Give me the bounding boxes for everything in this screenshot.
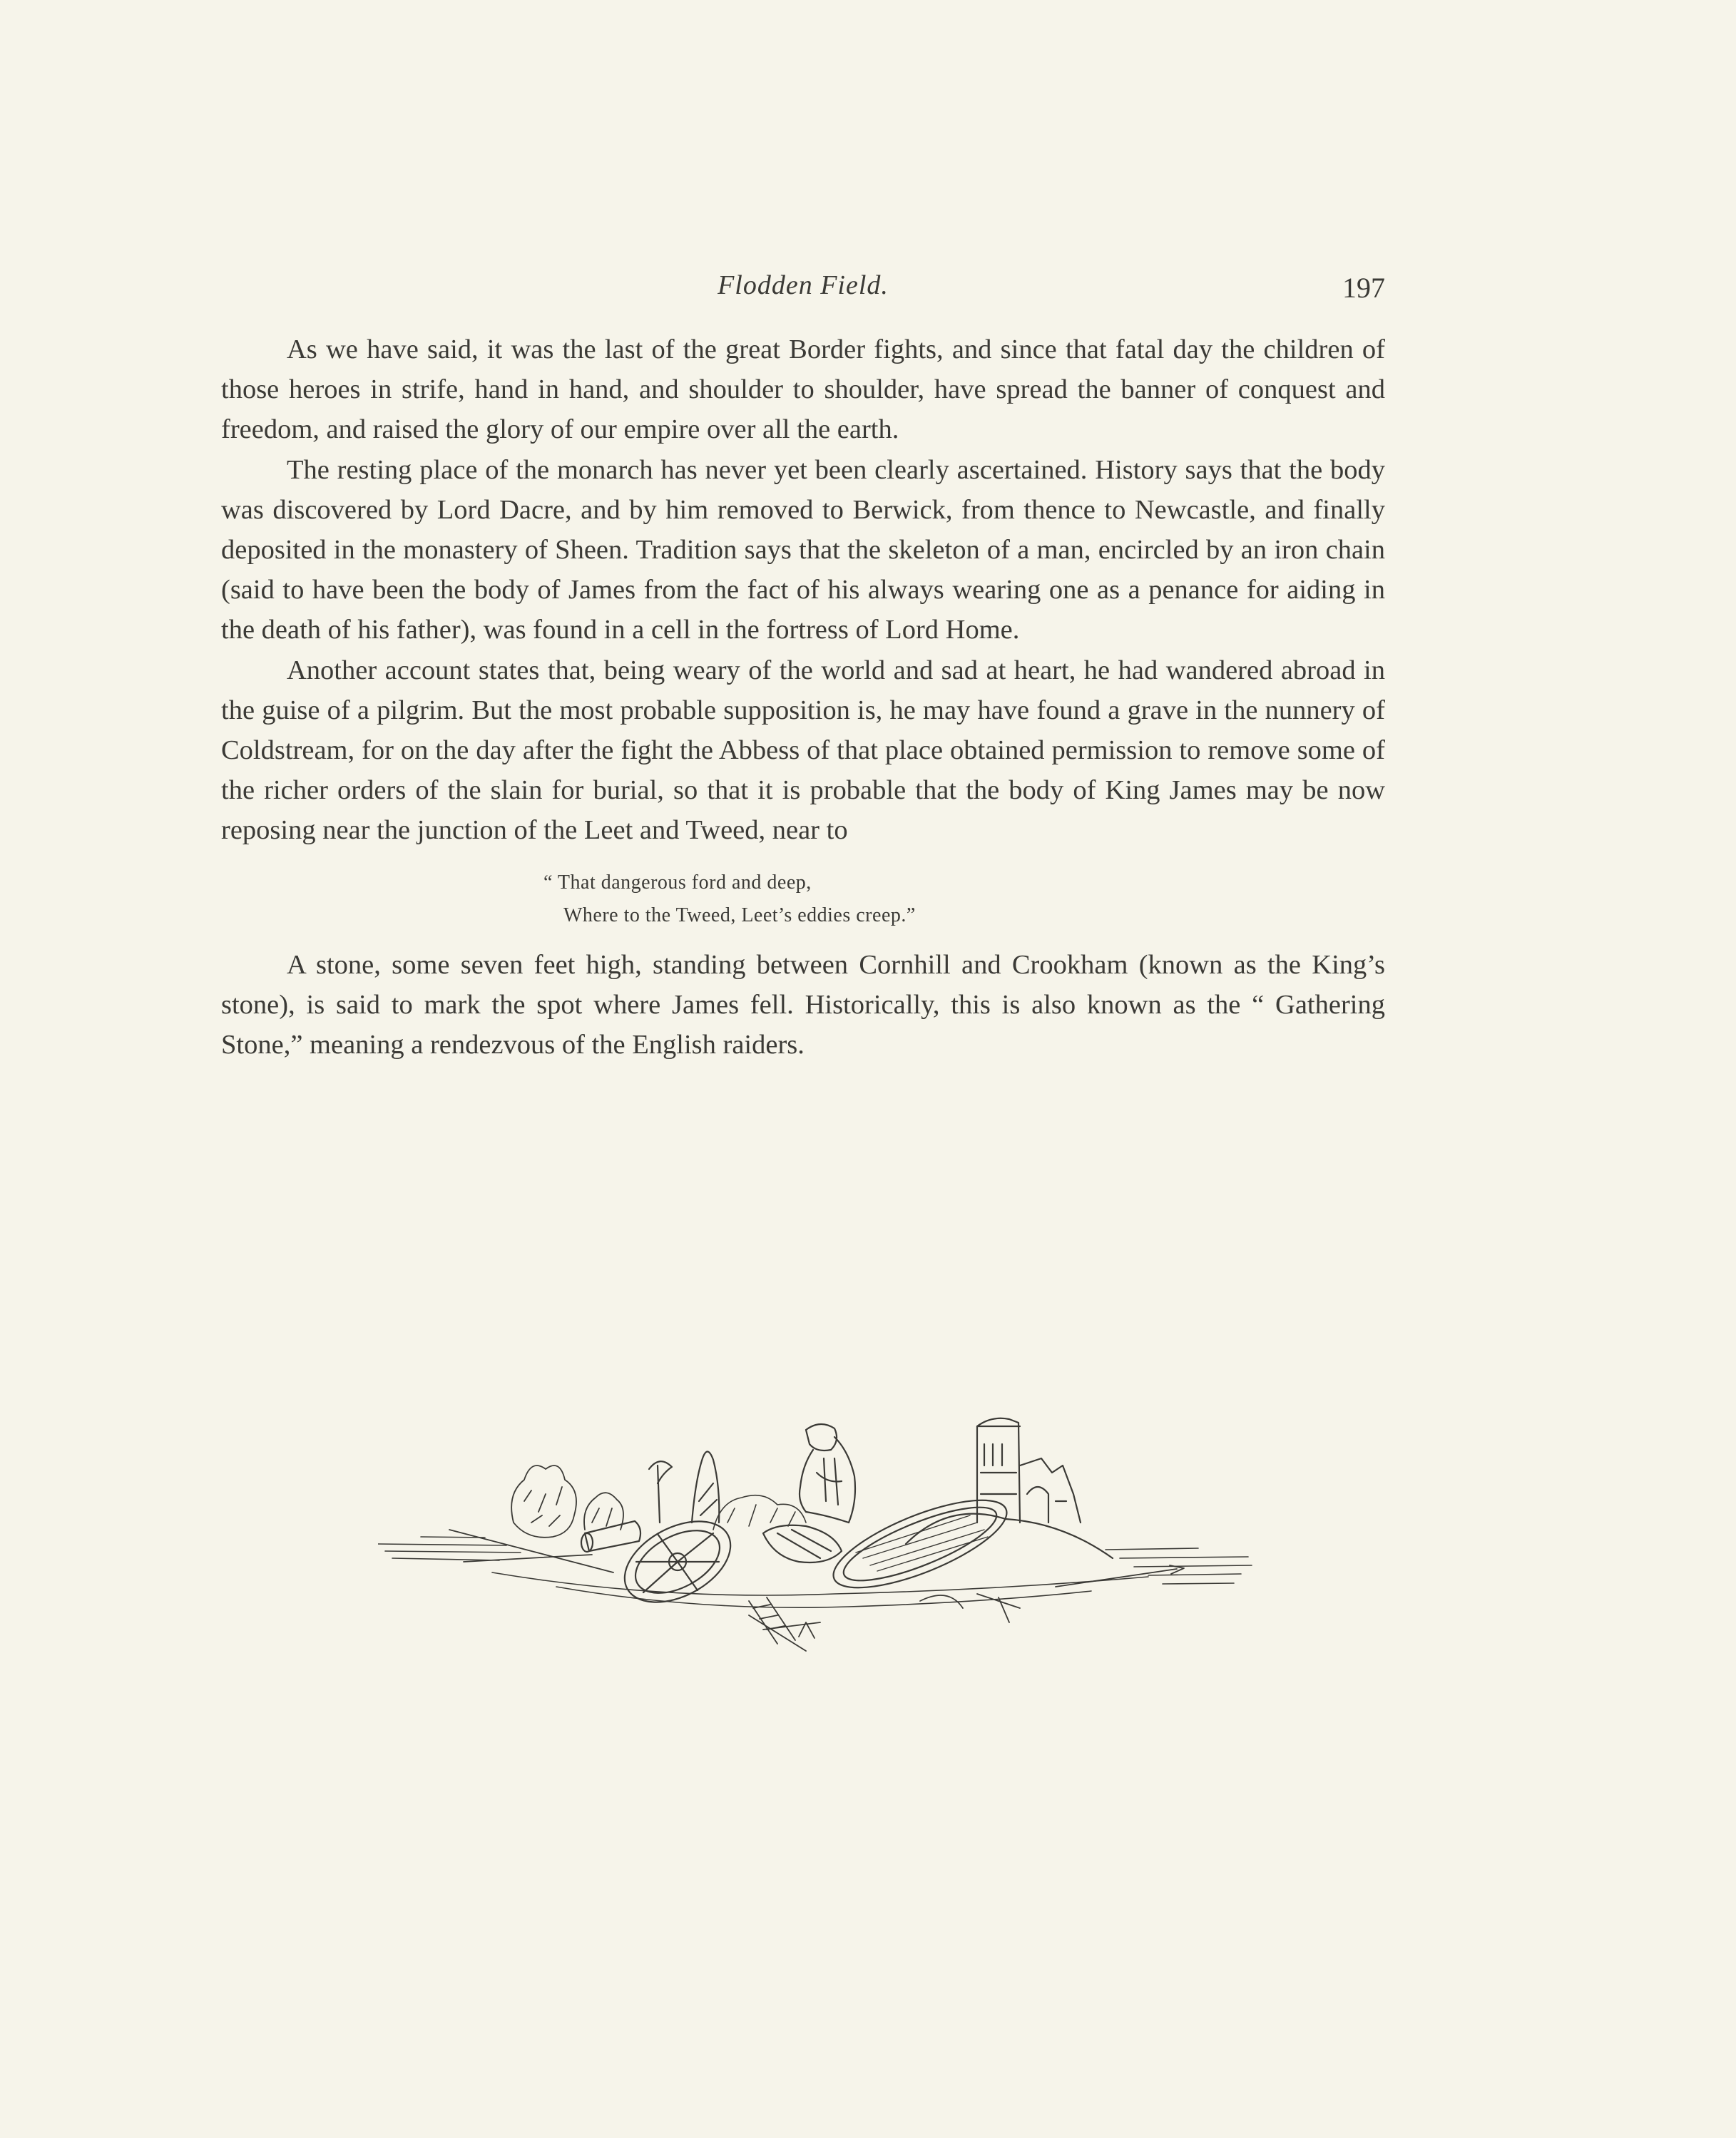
body-text: [221, 329, 1385, 1065]
paragraph-2: The resting place of the monarch has never yet been clearly ascertained. History says that the body was discovered by Lord Dacre, and by him removed to Berwick, from thence to Newcastle, and finally deposited in the monastery of Sheen. Tradition says that the skeleton of a man, encircled by an iron chain (said to have been the body of James from the fact of his always wearing one as a penance for aiding in the death of his father), was found in a cell in the fortress of Lord Home.: [221, 454, 1385, 645]
bushes-left-icon: [511, 1466, 623, 1538]
mound-icon: [906, 1514, 1113, 1558]
verse-line-2: Where to the Tweed, Leet’s eddies creep.”: [563, 904, 916, 926]
weapons-spears-icon: [449, 1530, 1184, 1651]
drum-icon: [763, 1525, 842, 1562]
ground-hatching: [378, 1537, 1252, 1607]
running-head: [221, 270, 1385, 312]
standard-flag-icon: [649, 1461, 672, 1523]
paragraph-3: Another account states that, being weary of the world and sad at heart, he had wandered abroad in the guise of a pilgrim. But the most probable supposition is, he may have found a grave in the nunnery of Coldstream, for on the day after the fight the Abbess of that place obtained permission to remove some of the richer orders of the slain for burial, so that it is probable that the body of King James may be now reposing near the junction of the Leet and Tweed, near to: [221, 655, 1385, 846]
verse-quotation: [221, 866, 1385, 932]
running-title: Flodden Field.: [718, 270, 889, 300]
page-number: 197: [1342, 272, 1385, 304]
battlefield-vignette-illustration: [378, 1416, 1255, 1665]
ladder-icon: [749, 1597, 795, 1644]
paragraph-4: A stone, some seven feet high, standing between Cornhill and Crookham (known as the King’s stone), is said to mark the spot where James fell. Historically, this is also known as the “ Gathering Stone,” meaning a rendezvous of the English raiders.: [221, 949, 1385, 1060]
cannon-icon: [581, 1521, 640, 1552]
shield-icon: [823, 1483, 1016, 1605]
paragraph-1: As we have said, it was the last of the great Border fights, and since that fatal day the children of those heroes in strife, hand in hand, and shoulder to shoulder, have spread the banner of conquest and freedom, and raised the glory of our empire over all the earth.: [221, 334, 1385, 445]
verse-line-1: “ That dangerous ford and deep,: [543, 871, 812, 894]
seated-pilgrim-figure-icon: [800, 1424, 855, 1523]
rock-spire-icon: [692, 1451, 719, 1523]
castle-ruin-icon: [977, 1418, 1081, 1523]
